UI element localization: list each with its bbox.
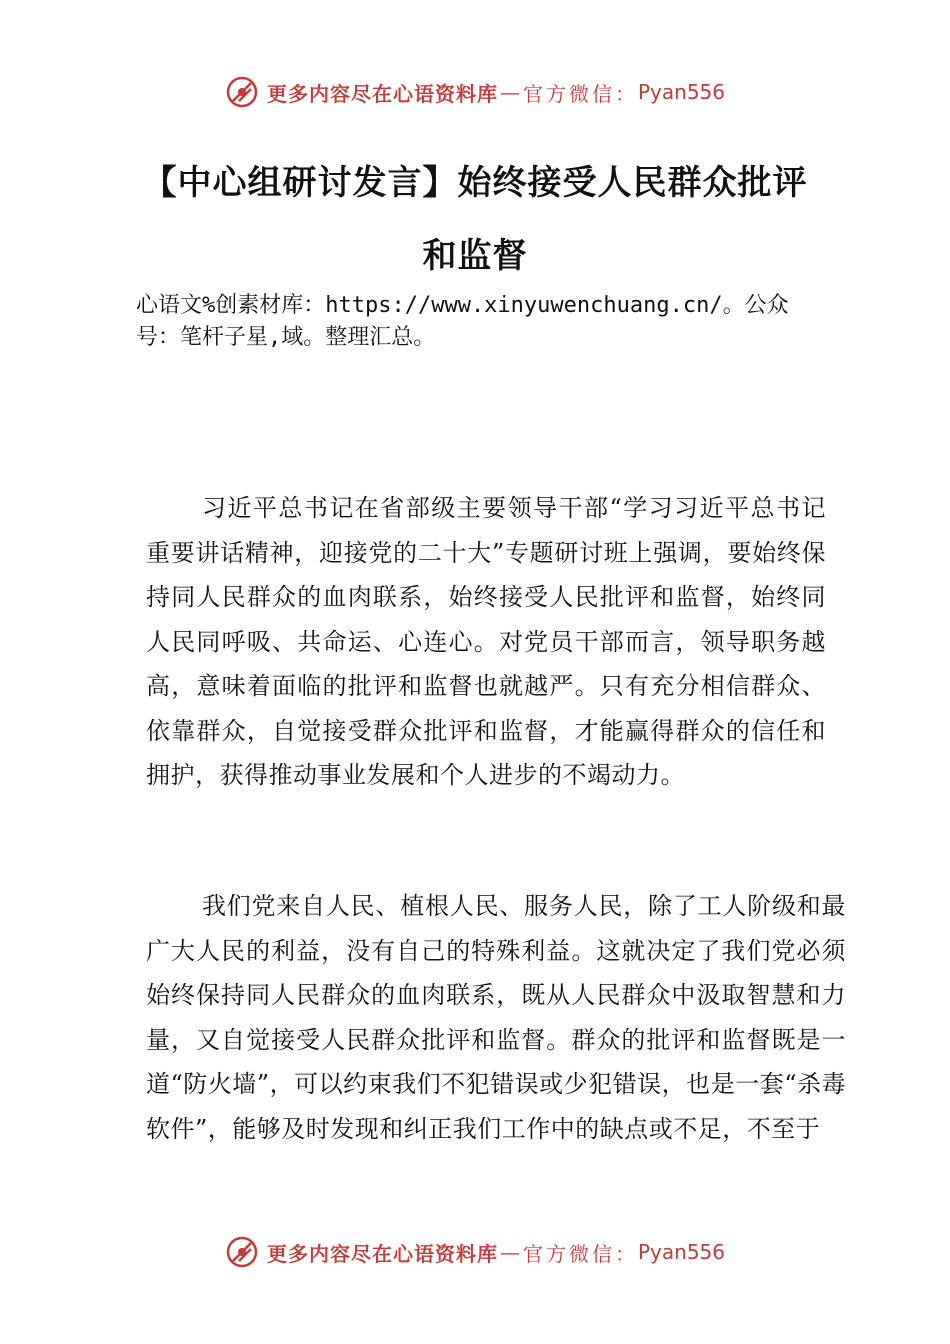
banner-wechat-label: 官方微信： xyxy=(522,1241,638,1266)
banner-separator: — xyxy=(499,80,521,104)
banner-main-text: 更多内容尽在心语资料库 xyxy=(266,81,498,106)
quill-seal-icon xyxy=(225,75,259,109)
source-note: 心语文%创素材库：https://www.xinyuwenchuang.cn/。公众号：笔杆子星,域。整理汇总。 xyxy=(136,293,789,350)
banner-wechat-id: Pyan556 xyxy=(637,80,725,104)
footer-banner xyxy=(0,1230,950,1274)
quill-seal-icon xyxy=(225,1235,259,1269)
banner-wechat-label: 官方微信： xyxy=(522,81,638,106)
banner-main-text: 更多内容尽在心语资料库 xyxy=(266,1241,498,1266)
document-title-line2: 和监督 xyxy=(422,236,528,276)
body-paragraph-2: 我们党来自人民、植根人民、服务人民，除了工人阶级和最广大人民的利益，没有自己的特殊利益。这就决定了我们党必须始终保持同人民群众的血肉联系，既从人民群众中汲取智慧和力量，又自觉接受人民群众批评和监督。群众的批评和监督既是一道“防火墙”，可以约束我们不犯错误或少犯错误，也是一套“杀毒软件”，能够及时发现和纠正我们工作中的缺点或不足，不至于 xyxy=(146,892,846,1143)
banner-separator: — xyxy=(499,1240,521,1264)
header-banner xyxy=(0,70,950,114)
document-title-line1: 【中心组研讨发言】始终接受人民群众批评 xyxy=(142,163,808,203)
body-paragraph-1: 习近平总书记在省部级主要领导干部“学习习近平总书记重要讲话精神，迎接党的二十大”专题研讨班上强调，要始终保持同人民群众的血肉联系，始终接受人民批评和监督，始终同人民同呼吸、共命运、心连心。对党员干部而言，领导职务越高，意味着面临的批评和监督也就越严。只有充分相信群众、依靠群众，自觉接受群众批评和监督，才能赢得群众的信任和拥护，获得推动事业发展和个人进步的不竭动力。 xyxy=(146,494,826,789)
banner-wechat-id: Pyan556 xyxy=(637,1240,725,1264)
